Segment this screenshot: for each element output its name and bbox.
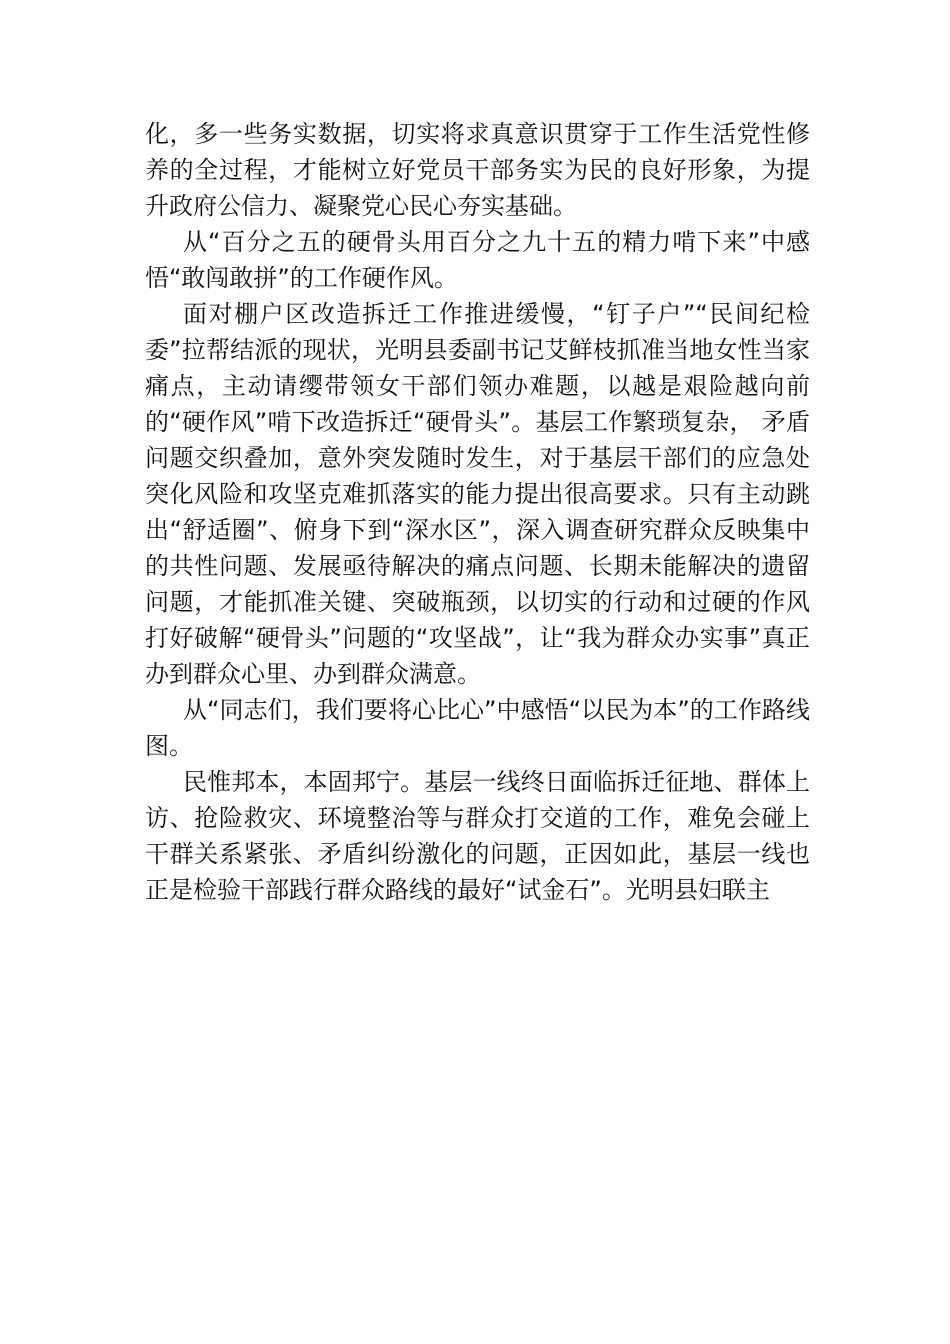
paragraph-heading-people-first: 从“同志们，我们要将心比心”中感悟“以民为本”的工作路线图。	[145, 696, 810, 760]
paragraph-heading-hard-style: 从“百分之五的硬骨头用百分之九十五的精力啃下来”中感悟“敢闯敢拼”的工作硬作风。	[145, 228, 810, 292]
paragraph-shantytown-demolition: 面对棚户区改造拆迁工作推进缓慢，“钉子户”“民间纪检委”拉帮结派的现状，光明县委副书记艾鲜枝抓准当地女性当家痛点，主动请缨带领女干部们领办难题，以越是艰险越向前的“硬作风”啃下改造拆迁“硬骨头”。基层工作繁琐复杂， 矛盾问题交织叠加，意外突发随时发生，对于基层干部们的应急处突化风险和攻坚克难抓落实的能力提出很高要求。只有主动跳出“舒适圈”、俯身下到“深水区”，深入调查研究群众反映集中的共性问题、发展亟待解决的痛点问题、长期未能解决的遗留问题，才能抓准关键、突破瓶颈，以切实的行动和过硬的作风打好破解“硬骨头”问题的“攻坚战”，让“我为群众办实事”真正办到群众心里、办到群众满意。	[145, 300, 810, 688]
document-body	[145, 116, 810, 908]
paragraph-people-foundation: 民惟邦本，本固邦宁。基层一线终日面临拆迁征地、群体上访、抢险救灾、环境整治等与群众打交道的工作，难免会碰上干群关系紧张、矛盾纠纷激化的问题，正因如此，基层一线也正是检验干部践行群众路线的最好“试金石”。光明县妇联主	[145, 768, 810, 904]
paragraph-continued-opening: 化，多一些务实数据，切实将求真意识贯穿于工作生活党性修养的全过程，才能树立好党员干部务实为民的良好形象，为提升政府公信力、凝聚党心民心夯实基础。	[145, 120, 810, 220]
